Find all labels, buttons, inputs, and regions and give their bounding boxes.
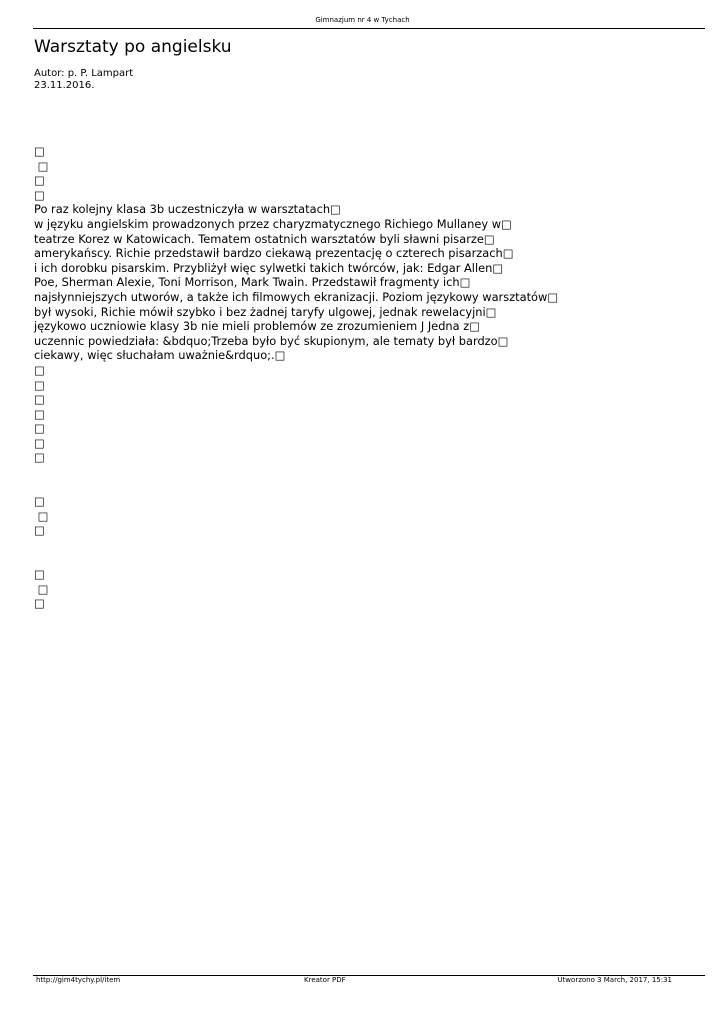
paragraph-line: najsłynniejszych utworów, a także ich filmowych ekranizacji. Poziom językowy warsztatów□ [34, 289, 559, 304]
placeholder-glyph: □ [34, 435, 45, 450]
placeholder-glyph: □ [34, 421, 45, 436]
placeholder-glyph: □ [34, 494, 45, 509]
placeholder-glyph: □ [34, 567, 45, 582]
footer-created-date: Utworzono 3 March, 2017, 15:31 [557, 976, 672, 984]
blank-line [34, 538, 674, 553]
paragraph-line: językowo uczniowie klasy 3b nie mieli problemów ze zrozumieniem J Jedna z□ [34, 319, 480, 334]
paragraph-line: uczennic powiedziała: &bdquo;Trzeba było być skupionym, ale tematy był bardzo□ [34, 333, 509, 348]
paragraph-line: ciekawy, więc słuchałam uważnie&rdquo;.□ [34, 348, 286, 363]
paragraph-line: i ich dorobku pisarskim. Przybliżył więc sylwetki takich twórców, jak: Edgar Allen□ [34, 260, 504, 275]
placeholder-glyph: □ [34, 450, 45, 465]
paragraph-line: amerykańscy. Richie przedstawił bardzo ciekawą prezentację o czterech pisarzach□ [34, 246, 514, 261]
paragraph-line: Po raz kolejny klasa 3b uczestniczyła w warsztatach□ [34, 202, 341, 217]
placeholder-glyph: □ [34, 187, 45, 202]
placeholder-glyph: □ [34, 392, 45, 407]
placeholder-glyph: □ [34, 523, 45, 538]
header-divider [33, 28, 705, 29]
footer-url-link[interactable]: http://gim4tychy.pl/item [36, 976, 121, 984]
placeholder-glyph: □ [34, 406, 45, 421]
placeholder-glyph: □ [34, 508, 49, 523]
paragraph-line: teatrze Korez w Katowicach. Tematem ostatnich warsztatów byli sławni pisarze□ [34, 231, 495, 246]
article-meta [34, 68, 133, 92]
footer-generator: Kreator PDF [304, 976, 346, 984]
placeholder-glyph: □ [34, 173, 45, 188]
placeholder-glyph: □ [34, 377, 45, 392]
page-header [0, 16, 725, 25]
paragraph-line: w języku angielskim prowadzonych przez charyzmatycznego Richiego Mullaney w□ [34, 216, 512, 231]
placeholder-glyph: □ [34, 596, 45, 611]
paragraph-line: Poe, Sherman Alexie, Toni Morrison, Mark Twain. Przedstawił fragmenty ich□ [34, 275, 471, 290]
placeholder-glyph: □ [34, 144, 45, 158]
blank-line [34, 480, 674, 495]
placeholder-glyph: □ [34, 362, 45, 377]
blank-line [34, 465, 674, 480]
placeholder-glyph: □ [34, 158, 49, 173]
article-title: Warsztaty po angielsku [34, 37, 232, 57]
article-date: 23.11.2016. [34, 80, 95, 91]
header-school-name: Gimnazjum nr 4 w Tychach [315, 16, 410, 24]
article-body [34, 144, 674, 611]
placeholder-glyph: □ [34, 581, 49, 596]
article-author: Autor: p. P. Lampart [34, 68, 134, 79]
blank-line [34, 553, 674, 568]
paragraph-line: był wysoki, Richie mówił szybko i bez żadnej taryfy ulgowej, jednak rewelacyjni□ [34, 304, 497, 319]
